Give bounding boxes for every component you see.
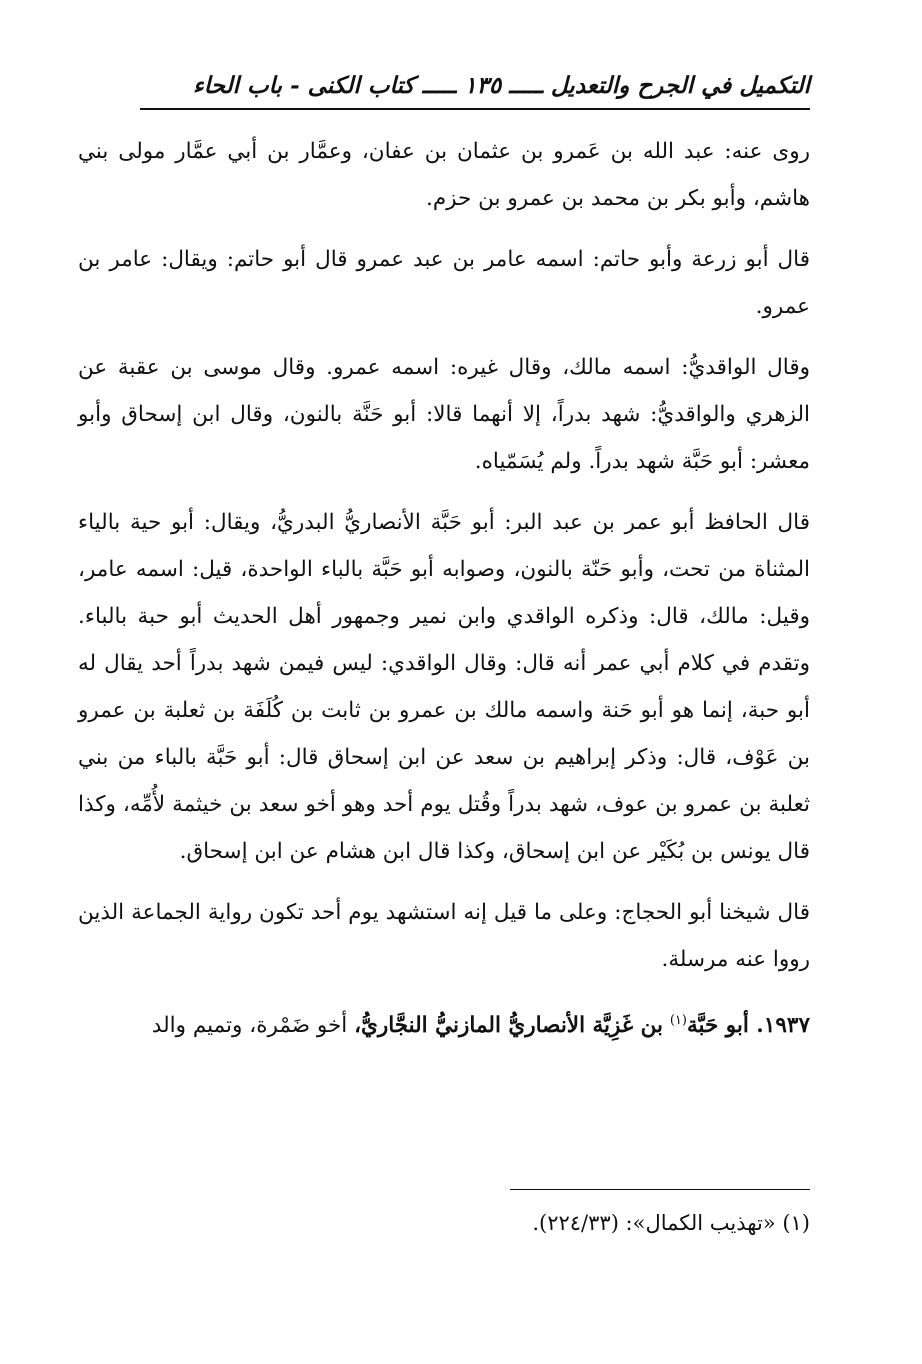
footnote: (١) «تهذيب الكمال»: (٢٢٤/٣٣). [532,1211,810,1235]
paragraph: قال الحافظ أبو عمر بن عبد البر: أبو حَبَّة الأنصاريُّ البدريُّ، ويقال: أبو حية بالياء المثناة من تحت، وأبو حَنّة بالنون، وصوابه أبو حَبَّة بالباء الواحدة، قيل: اسمه عامر، وقيل: مالك، قال: وذكره الواقدي وابن نمير وجمهور أهل الحديث أبو حبة بالباء. وتقدم في كلام أبي عمر أنه قال: وقال الواقدي: ليس فيمن شهد بدراً أحد يقال له أبو حبة، إنما هو أبو حَنة واسمه مالك بن عمرو بن ثابت بن كُلَفَة بن ثعلبة بن عمرو بن عَوْف، قال: وذكر إبراهيم بن سعد عن ابن إسحاق قال: أبو حَبَّة بالباء من بني ثعلبة بن عمرو بن عوف، شهد بدراً وقُتل يوم أحد وهو أخو سعد بن خيثمة لأُمِّه، وكذا قال يونس بن بُكَيْر عن ابن إسحاق، وكذا قال ابن هشام عن ابن إسحاق. [78,510,810,864]
paragraph: قال أبو زرعة وأبو حاتم: اسمه عامر بن عبد عمرو قال أبو حاتم: ويقال: عامر بن عمرو. [78,247,810,319]
page-number: ١٣٥ [464,72,502,99]
entry-heading-rest: بن غَزِيَّة الأنصاريُّ المازنيُّ النجَّاريُّ، [354,1013,663,1039]
header-dash: ـــــ [414,72,457,99]
paragraph: قال شيخنا أبو الحجاج: وعلى ما قيل إنه استشهد يوم أحد تكون رواية الجماعة الذين رووا عنه مرسلة. [78,900,810,972]
paragraph: وقال الواقديُّ: اسمه مالك، وقال غيره: اسمه عمرو. وقال موسى بن عقبة عن الزهري والواقديُّ: شهد بدراً، إلا أنهما قالا: أبو حَنَّة بالنون، وقال ابن إسحاق وأبو معشر: أبو حَبَّة شهد بدراً. ولم يُسَمّياه. [78,355,810,474]
footnote-ref: (١) [669,1013,687,1028]
header-line [193,72,810,99]
header-dash: ـــــ [501,72,543,99]
section-title: كتاب الكنى - باب الحاء [192,72,415,99]
page-header [140,68,810,110]
paragraph: روى عنه: عبد الله بن عَمرو بن عثمان بن عفان، وعمَّار بن أبي عمَّار مولى بني هاشم، وأبو بكر بن محمد بن عمرو بن حزم. [78,139,810,211]
main-text [78,128,810,1063]
entry-number: ١٩٣٧ [763,1013,810,1039]
entry-heading: . أبو حَبَّة [686,1013,764,1039]
entry-text: أخو ضَمْرة، وتميم والد [151,1013,348,1039]
book-title: التكميل في الجرح والتعديل [550,72,810,99]
entry-paragraph [78,997,810,1049]
footnote-divider [510,1189,810,1190]
